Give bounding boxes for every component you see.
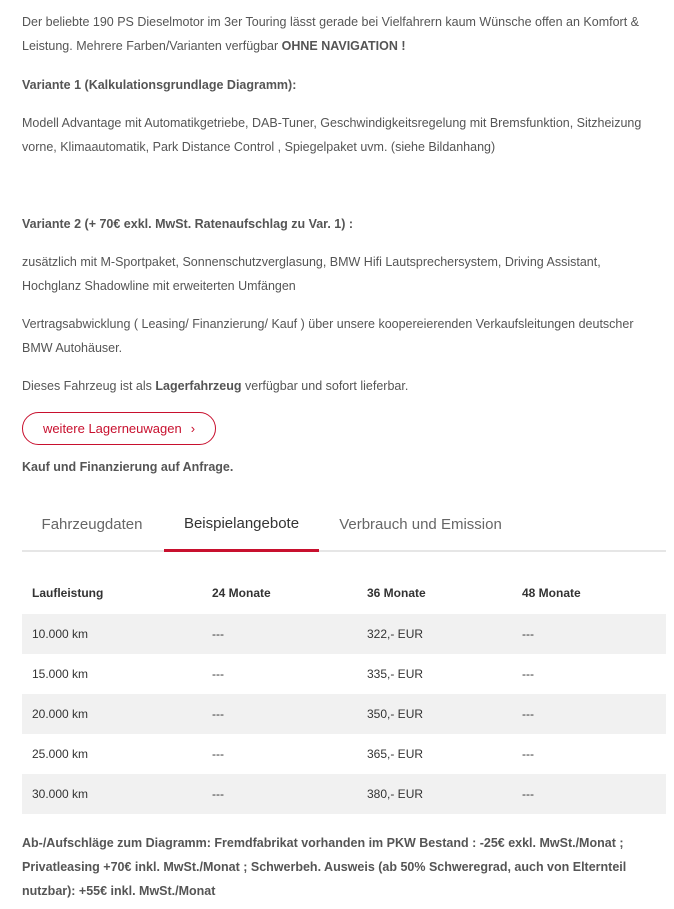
table-cell: 335,- EUR bbox=[367, 667, 424, 681]
table-cell: --- bbox=[212, 747, 224, 761]
chevron-right-icon: › bbox=[190, 421, 196, 436]
variant1-heading: Variante 1 (Kalkulationsgrundlage Diagramm): bbox=[22, 78, 297, 92]
table-cell: --- bbox=[202, 694, 357, 734]
tab-beispielangebote[interactable]: Beispielangebote bbox=[164, 497, 319, 552]
intro-bold-text: OHNE NAVIGATION ! bbox=[281, 39, 406, 53]
tab-fahrzeugdaten[interactable]: Fahrzeugdaten bbox=[41, 516, 143, 533]
availability-text: Dieses Fahrzeug ist als Lagerfahrzeug verfügbar und sofort lieferbar. bbox=[22, 379, 409, 393]
contract-text: Vertragsabwicklung ( Leasing/ Finanzierung/ Kauf ) über unsere koopereierenden Verkaufsleitungen deutscher BMW Autohäuser. bbox=[22, 317, 634, 355]
table-cell: 15.000 km bbox=[32, 667, 89, 681]
tab-verbrauch-emission[interactable]: Verbrauch und Emission bbox=[339, 516, 502, 533]
table-cell: 20.000 km bbox=[22, 694, 202, 734]
purchase-note: Kauf und Finanzierung auf Anfrage. bbox=[22, 460, 234, 474]
footnote: Ab-/Aufschläge zum Diagramm: Fremdfabrikat vorhanden im PKW Bestand : -25€ exkl. MwSt./Monat ; Privatleasing +70€ inkl. MwSt./Monat ; Schwerbeh. Ausweis (ab 50% Schweregrad, auch von Elternteil nutzbar): +55€ inkl. MwSt./Monat bbox=[22, 836, 627, 898]
table-cell: --- bbox=[512, 774, 666, 814]
table-cell: --- bbox=[212, 667, 224, 681]
table-row bbox=[22, 614, 666, 654]
intro-paragraph bbox=[22, 10, 662, 58]
table-cell: --- bbox=[202, 614, 357, 654]
table-cell: --- bbox=[522, 747, 534, 761]
more-stock-cars-label: weitere Lagerneuwagen bbox=[42, 421, 182, 436]
tab-bar bbox=[22, 497, 666, 552]
variant1-text: Modell Advantage mit Automatikgetriebe, DAB-Tuner, Geschwindigkeitsregelung mit Bremsfunktion, Sitzheizung vorne, Klimaautomatik, Park Distance Control , Spiegelpaket uvm. (siehe Bildanhang) bbox=[22, 116, 642, 154]
more-stock-cars-button[interactable] bbox=[22, 412, 216, 445]
table-header-cell: 36 Monate bbox=[367, 586, 426, 600]
table-cell: --- bbox=[512, 694, 666, 734]
offers-table bbox=[22, 572, 666, 814]
intro-text: Der beliebte 190 PS Dieselmotor im 3er Touring lässt gerade bei Vielfahrern kaum Wünsche offen an Komfort & Leistung. Mehrere Farben/Varianten verfügbar bbox=[22, 15, 639, 53]
variant2-heading: Variante 2 (+ 70€ exkl. MwSt. Ratenaufschlag zu Var. 1) : bbox=[22, 217, 354, 231]
variant2-text: zusätzlich mit M-Sportpaket, Sonnenschutzverglasung, BMW Hifi Lautsprechersystem, Driving Assistant, Hochglanz Shadowline mit erweiterten Umfängen bbox=[22, 255, 601, 293]
table-header-row bbox=[22, 572, 666, 614]
table-row bbox=[22, 774, 666, 814]
table-row bbox=[22, 694, 666, 734]
table-cell: 25.000 km bbox=[32, 747, 89, 761]
table-cell: 350,- EUR bbox=[357, 694, 512, 734]
table-header-cell: 24 Monate bbox=[212, 586, 271, 600]
table-header-cell: 48 Monate bbox=[522, 586, 581, 600]
table-cell: 10.000 km bbox=[22, 614, 202, 654]
table-row bbox=[22, 654, 666, 694]
table-cell: --- bbox=[202, 774, 357, 814]
table-cell: --- bbox=[512, 614, 666, 654]
table-row bbox=[22, 734, 666, 774]
table-cell: 322,- EUR bbox=[357, 614, 512, 654]
table-cell: 30.000 km bbox=[22, 774, 202, 814]
table-cell: --- bbox=[522, 667, 534, 681]
table-header-cell: Laufleistung bbox=[32, 586, 104, 600]
table-cell: 380,- EUR bbox=[357, 774, 512, 814]
table-cell: 365,- EUR bbox=[367, 747, 424, 761]
